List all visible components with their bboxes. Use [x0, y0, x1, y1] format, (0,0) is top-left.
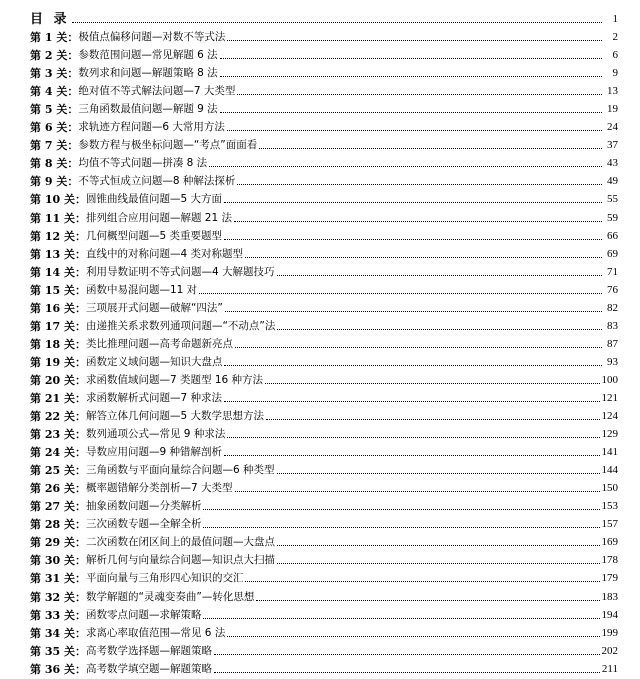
toc-entry-title: 均值不等式问题—拼凑 8 法 — [78, 157, 208, 170]
toc-entry[interactable] — [30, 333, 618, 351]
toc-entry-title: 绝对值不等式解法问题—7 大类型 — [78, 85, 236, 98]
toc-entry-title: 数列求和问题—解题策略 8 法 — [78, 67, 218, 80]
toc-entry-page-number: 178 — [601, 554, 618, 567]
toc-entry-page-number: 6 — [612, 49, 618, 62]
toc-entry-page-number: 13 — [607, 85, 618, 98]
toc-entry-page-number: 183 — [601, 590, 618, 603]
toc-entry[interactable] — [30, 423, 618, 441]
toc-entry-title: 概率题错解分类剖析—7 大类型 — [85, 482, 233, 495]
toc-entry-title: 三角函数最值问题—解题 9 法 — [78, 103, 218, 116]
toc-entry-label: 第 34 关： — [30, 626, 86, 640]
toc-entry-label: 第 21 关： — [30, 391, 86, 405]
toc-entry[interactable] — [30, 351, 618, 369]
dot-leader — [214, 671, 600, 673]
toc-entry-title: 高考数学选择题—解题策略 — [85, 644, 212, 657]
toc-entry-label: 第 12 关： — [30, 229, 86, 243]
toc-entry-title: 圆锥曲线最值问题—5 大方面 — [85, 193, 222, 206]
dot-leader — [203, 508, 599, 510]
toc-entry-title: 高考数学填空题—解题策略 — [85, 662, 212, 675]
toc-entry[interactable] — [30, 477, 618, 495]
toc-entry-title: 数列通项公式—常见 9 种求法 — [85, 428, 226, 441]
toc-entry-title: 函数零点问题—求解策略 — [85, 608, 202, 621]
toc-entry-label: 第 31 关： — [30, 572, 86, 586]
toc-entry-page-number: 71 — [607, 265, 618, 278]
toc-title-row — [30, 8, 618, 26]
toc-entry-page-number: 194 — [601, 608, 618, 621]
toc-entry[interactable] — [30, 315, 618, 333]
toc-entry-page-number: 76 — [607, 283, 618, 296]
toc-entry[interactable] — [30, 513, 618, 531]
toc-entry[interactable] — [30, 206, 618, 224]
toc-entry-title: 函数定义域问题—知识大盘点 — [85, 355, 223, 368]
toc-entry[interactable] — [30, 604, 618, 622]
toc-entry[interactable] — [30, 98, 618, 116]
toc-entry-page-number: 100 — [601, 373, 618, 386]
dot-leader — [245, 580, 599, 582]
toc-entry[interactable] — [30, 134, 618, 152]
toc-entry-page-number: 43 — [607, 157, 618, 170]
dot-leader — [227, 436, 599, 438]
toc-entry-label: 第 7 关： — [30, 139, 79, 153]
toc-entry-page-number: 9 — [612, 67, 618, 80]
toc-entry-label: 第 35 关： — [30, 644, 86, 658]
dot-leader — [224, 238, 602, 240]
toc-entry-title: 求函数值域问题—7 类题型 16 种方法 — [85, 373, 264, 386]
toc-entry-title: 三次函数专题—全解全析 — [85, 518, 202, 531]
toc-entry-title: 函数中易混问题—11 对 — [85, 283, 198, 296]
toc-entry-page-number: 141 — [601, 446, 618, 459]
toc-entry-title: 求函数解析式问题—7 种求法 — [85, 391, 222, 404]
toc-entry-label: 第 25 关： — [30, 464, 86, 478]
toc-entry-label: 第 13 关： — [30, 247, 86, 261]
toc-entry-title: 求轨迹方程问题—6 大常用方法 — [78, 121, 225, 134]
toc-entry-title: 解答立体几何问题—5 大数学思想方法 — [85, 410, 264, 423]
dot-leader — [256, 599, 599, 601]
toc-entry[interactable] — [30, 80, 618, 98]
toc-entry[interactable] — [30, 441, 618, 459]
toc-entry-page-number: 124 — [601, 410, 618, 423]
toc-entry-label: 第 9 关： — [30, 175, 79, 189]
dot-leader — [72, 21, 602, 23]
toc-entry-title: 排列组合应用问题—解题 21 法 — [85, 211, 233, 224]
dot-leader — [235, 346, 602, 348]
toc-entry[interactable] — [30, 387, 618, 405]
toc-entry-label: 第 23 关： — [30, 428, 86, 442]
toc-entry-label: 第 30 关： — [30, 554, 86, 568]
toc-entry-page-number: 150 — [601, 482, 618, 495]
toc-entry-title: 求离心率取值范围—常见 6 法 — [85, 626, 226, 639]
toc-entry-title: 解析几何与向量综合问题—知识点大扫描 — [85, 554, 275, 567]
toc-entry-label: 第 22 关： — [30, 410, 86, 424]
dot-leader — [277, 544, 600, 546]
dot-leader — [237, 93, 602, 95]
table-of-contents — [30, 8, 618, 676]
toc-entry-page-number: 66 — [607, 229, 618, 242]
toc-entry-title: 二次函数在闭区间上的最值问题—大盘点 — [85, 536, 275, 549]
dot-leader — [277, 274, 603, 276]
toc-entry-page-number: 129 — [601, 428, 618, 441]
toc-entry-label: 第 32 关： — [30, 590, 86, 604]
dot-leader — [209, 165, 602, 167]
dot-leader — [235, 490, 600, 492]
toc-entry[interactable] — [30, 261, 618, 279]
dot-leader — [277, 328, 602, 330]
toc-entry-label: 第 5 关： — [30, 103, 79, 117]
toc-entry[interactable] — [30, 658, 618, 676]
toc-entry-label: 第 16 关： — [30, 301, 86, 315]
toc-entry[interactable] — [30, 26, 618, 44]
toc-entry[interactable] — [30, 585, 618, 603]
toc-entry-page-number: 83 — [607, 319, 618, 332]
toc-entry-label: 第 4 关： — [30, 85, 79, 99]
toc-entry-label: 第 8 关： — [30, 157, 79, 171]
toc-entry[interactable] — [30, 459, 618, 477]
dot-leader — [224, 201, 602, 203]
toc-entry-label: 第 6 关： — [30, 121, 79, 135]
toc-entry-title: 直线中的对称问题—4 类对称题型 — [85, 247, 243, 260]
dot-leader — [277, 472, 600, 474]
toc-entry[interactable] — [30, 188, 618, 206]
toc-entry-title: 不等式恒成立问题—8 种解法探析 — [78, 175, 236, 188]
dot-leader — [220, 75, 602, 77]
toc-entry-page-number: 49 — [607, 175, 618, 188]
toc-entry-title: 利用导数证明不等式问题—4 大解题技巧 — [85, 265, 275, 278]
toc-entry-label: 第 27 关： — [30, 500, 86, 514]
dot-leader — [227, 39, 602, 41]
toc-entry-title: 平面向量与三角形四心知识的交汇 — [85, 572, 244, 585]
dot-leader — [224, 400, 600, 402]
toc-entry-page-number: 202 — [601, 644, 618, 657]
dot-leader — [220, 111, 602, 113]
toc-entry-title: 三项展开式问题—破解“四法” — [85, 301, 223, 314]
toc-entry[interactable] — [30, 622, 618, 640]
toc-entry[interactable] — [30, 567, 618, 585]
dot-leader — [214, 653, 600, 655]
toc-title-page-number: 1 — [612, 13, 618, 25]
toc-entry-label: 第 11 关： — [30, 211, 86, 225]
toc-entry-title: 极值点偏移问题—对数不等式法 — [78, 31, 226, 44]
toc-entry[interactable] — [30, 405, 618, 423]
toc-entry[interactable] — [30, 243, 618, 261]
toc-entry-label: 第 36 关： — [30, 662, 86, 676]
toc-entry[interactable] — [30, 640, 618, 658]
dot-leader — [265, 382, 599, 384]
dot-leader — [277, 562, 600, 564]
dot-leader — [224, 364, 602, 366]
toc-entry-page-number: 59 — [607, 211, 618, 224]
toc-entry-page-number: 153 — [601, 500, 618, 513]
toc-entry-label: 第 24 关： — [30, 446, 86, 460]
toc-entry[interactable] — [30, 279, 618, 297]
toc-entry-page-number: 93 — [607, 355, 618, 368]
toc-entry-label: 第 10 关： — [30, 193, 86, 207]
dot-leader — [203, 526, 599, 528]
dot-leader — [227, 635, 599, 637]
toc-title: 目 录 — [30, 12, 70, 27]
toc-entry-label: 第 1 关： — [30, 31, 79, 45]
dot-leader — [234, 220, 602, 222]
dot-leader — [237, 183, 602, 185]
toc-entry-title: 类比推理问题—高考命题新亮点 — [85, 337, 233, 350]
toc-entry-label: 第 18 关： — [30, 337, 86, 351]
toc-entry-page-number: 144 — [601, 464, 618, 477]
dot-leader — [199, 292, 602, 294]
toc-entry[interactable] — [30, 297, 618, 315]
toc-entry-page-number: 157 — [601, 518, 618, 531]
toc-entry[interactable] — [30, 531, 618, 549]
toc-entry-label: 第 2 关： — [30, 49, 79, 63]
toc-entry-page-number: 211 — [601, 662, 618, 675]
toc-entry-page-number: 82 — [607, 301, 618, 314]
toc-entry-page-number: 69 — [607, 247, 618, 260]
toc-entry-list — [30, 26, 618, 676]
toc-entry-title: 参数方程与极坐标问题—“考点”面面看 — [78, 139, 258, 152]
toc-entry-title: 三角函数与平面向量综合问题—6 种类型 — [85, 464, 275, 477]
dot-leader — [220, 57, 602, 59]
toc-entry[interactable] — [30, 170, 618, 188]
toc-entry-label: 第 14 关： — [30, 265, 86, 279]
toc-entry-page-number: 19 — [607, 103, 618, 116]
dot-leader — [203, 617, 599, 619]
toc-entry-label: 第 3 关： — [30, 67, 79, 81]
toc-entry-page-number: 2 — [612, 31, 618, 44]
toc-entry-label: 第 28 关： — [30, 518, 86, 532]
toc-entry-title: 参数范围问题—常见解题 6 法 — [78, 49, 218, 62]
toc-entry-label: 第 17 关： — [30, 319, 86, 333]
toc-entry[interactable] — [30, 152, 618, 170]
toc-entry-page-number: 87 — [607, 337, 618, 350]
toc-entry-title: 导数应用问题—9 种错解剖析 — [85, 446, 222, 459]
dot-leader — [245, 256, 602, 258]
toc-entry-label: 第 20 关： — [30, 373, 86, 387]
toc-entry-page-number: 169 — [601, 536, 618, 549]
toc-entry-label: 第 26 关： — [30, 482, 86, 496]
toc-entry-title: 由递推关系求数列通项问题—“不动点”法 — [85, 319, 276, 332]
dot-leader — [224, 454, 600, 456]
toc-entry-label: 第 33 关： — [30, 608, 86, 622]
toc-entry-page-number: 37 — [607, 139, 618, 152]
dot-leader — [227, 129, 602, 131]
toc-entry[interactable] — [30, 225, 618, 243]
toc-entry-page-number: 24 — [607, 121, 618, 134]
toc-entry-title: 抽象函数问题—分类解析 — [85, 500, 202, 513]
toc-entry[interactable] — [30, 369, 618, 387]
toc-entry-title: 数学解题的“灵魂变奏曲”—转化思想 — [85, 590, 255, 603]
toc-entry-label: 第 29 关： — [30, 536, 86, 550]
toc-entry-title: 几何概型问题—5 类重要题型 — [85, 229, 222, 242]
toc-entry-label: 第 19 关： — [30, 355, 86, 369]
dot-leader — [225, 310, 602, 312]
toc-entry[interactable] — [30, 549, 618, 567]
toc-entry[interactable] — [30, 116, 618, 134]
toc-entry[interactable] — [30, 62, 618, 80]
dot-leader — [259, 147, 602, 149]
toc-entry-page-number: 179 — [601, 572, 618, 585]
dot-leader — [266, 418, 600, 420]
toc-entry-page-number: 199 — [601, 626, 618, 639]
toc-entry[interactable] — [30, 44, 618, 62]
toc-entry-page-number: 55 — [607, 193, 618, 206]
toc-entry-page-number: 121 — [601, 391, 618, 404]
toc-entry-label: 第 15 关： — [30, 283, 86, 297]
toc-entry[interactable] — [30, 495, 618, 513]
